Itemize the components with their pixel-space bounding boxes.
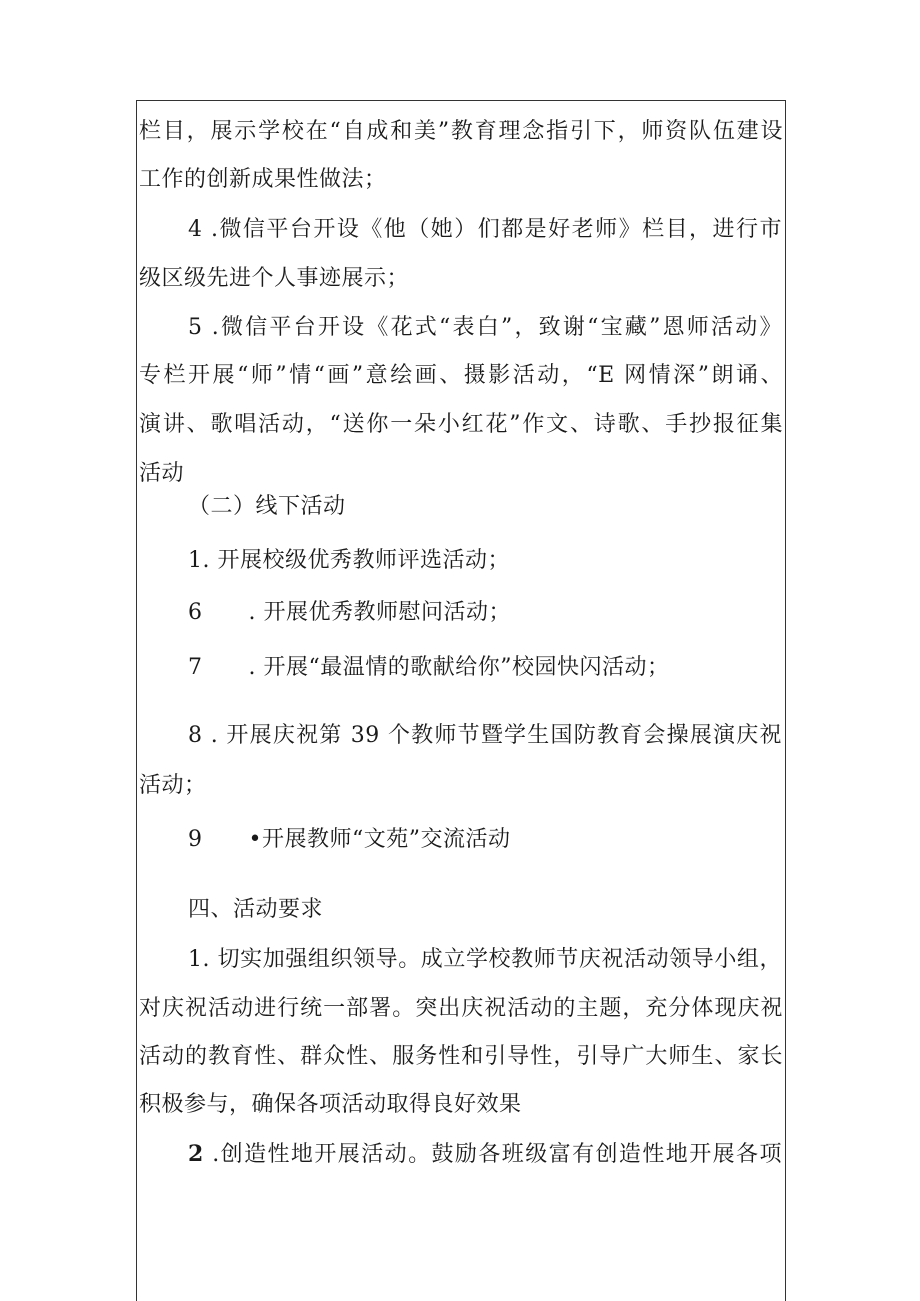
section-heading: 四、活动要求 bbox=[188, 897, 324, 922]
list-item bbox=[188, 653, 669, 683]
text-line: 对庆祝活动进行统一部署。突出庆祝活动的主题，充分体现庆祝 bbox=[139, 996, 783, 1021]
text-line: 工作的创新成果性做法； bbox=[139, 167, 387, 192]
list-item: 1. 开展校级优秀教师评选活动； bbox=[188, 548, 510, 573]
text-line: 专栏开展“师”情“画”意绘画、摄影活动，“E 网情深”朗诵、 bbox=[139, 363, 783, 388]
list-item bbox=[188, 825, 510, 855]
list-text: •开展教师“文苑”交流活动 bbox=[248, 827, 511, 852]
list-item bbox=[188, 598, 511, 628]
list-number: 6 bbox=[188, 600, 203, 625]
text-line: 4 .微信平台开设《他（她）们都是好老师》栏目，进行市 bbox=[188, 217, 782, 242]
list-item: 8 . 开展庆祝第 39 个教师节暨学生国防教育会操展演庆祝 bbox=[188, 723, 782, 748]
list-text: . 开展优秀教师慰问活动； bbox=[248, 600, 511, 625]
text-line: 活动 bbox=[139, 461, 185, 486]
text-line: 演讲、歌唱活动，“送你一朵小红花”作文、诗歌、手抄报征集 bbox=[139, 412, 783, 437]
list-number: 9 bbox=[188, 827, 203, 852]
text-line: 栏目，展示学校在“自成和美”教育理念指引下，师资队伍建设 bbox=[139, 119, 783, 144]
text-line: 积极参与，确保各项活动取得良好效果 bbox=[139, 1092, 522, 1117]
text-line: 活动； bbox=[139, 773, 207, 798]
text-line: 5 .微信平台开设《花式“表白”，致谢“宝藏”恩师活动》 bbox=[188, 315, 782, 340]
text-line: 活动的教育性、群众性、服务性和引导性，引导广大师生、家长 bbox=[139, 1044, 783, 1069]
section-heading: （二）线下活动 bbox=[188, 494, 346, 519]
list-text: .创造性地开展活动。鼓励各班级富有创造性地开展各项 bbox=[203, 1142, 782, 1167]
list-item bbox=[188, 1139, 782, 1170]
list-item: 1. 切实加强组织领导。成立学校教师节庆祝活动领导小组， bbox=[188, 947, 782, 972]
text-line: 级区级先进个人事迹展示； bbox=[139, 266, 410, 291]
list-number: 7 bbox=[188, 655, 203, 680]
list-number: 2 bbox=[188, 1141, 204, 1167]
list-text: . 开展“最温情的歌献给你”校园快闪活动； bbox=[248, 655, 670, 680]
